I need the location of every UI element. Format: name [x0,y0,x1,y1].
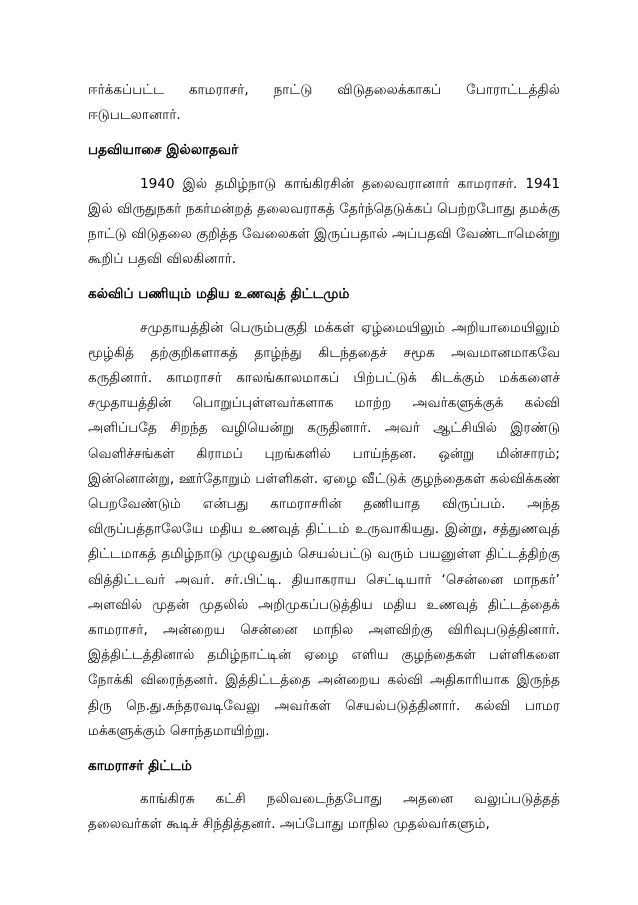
section-kamaraj-plan [88,754,560,838]
section-heading: காமராசர் திட்டம் [88,758,192,775]
section-heading: கல்விப் பணியும் மதிய உணவுத் திட்டமும் [88,286,350,303]
section-no-desire-for-office [88,138,560,272]
section-heading: பதவியாசை இல்லாதவர் [88,142,239,159]
intro-paragraph: ஈர்க்கப்பட்ட காமராசர், நாட்டு விடுதலைக்காகப் போராட்டத்தில் ஈடுபடலானார். [88,82,560,124]
section-paragraph: சமுதாயத்தின் பெரும்பகுதி மக்கள் ஏழ்மையிலும் அறியாமையிலும் மூழ்கித் தற்குறிகளாகத் தாழ்ந்து கிடந்ததைச் சமூக அவமானமாகவே கருதினார். காமராசர் காலங்காலமாகப் பிற்பட்டுக் கிடக்கும் மக்களைச் சமுதாயத்தின் பொறுப்புள்ளவர்களாக மாற்ற அவர்களுக்குக் கல்வி அளிப்பதே சிறந்த வழியென்று கருதினார். அவர் ஆட்சியில் இரண்டு வெளிச்சங்கள் கிராமப் புறங்களில் பாய்ந்தன. ஒன்று மின்சாரம்; இன்னொன்று, ஊர்தோறும் பள்ளிகள். ஏழை வீட்டுக் குழந்தைகள் கல்விக்கண் பெறவேண்டும் என்பது காமராசரின் தணியாத விருப்பம். அந்த விருப்பத்தாலேயே மதிய உணவுத் திட்டம் உருவாகியது. இன்று, சத்துணவுத் திட்டமாகத் தமிழ்நாடு முழுவதும் செயல்பட்டு வரும் பயனுள்ள திட்டத்திற்கு வித்திட்டவர் அவர். சர்.பிட்டி. தியாகராய செட்டியார் ‘சென்னை மாநகர்’ அளவில் முதன் முதலில் அறிமுகப்படுத்திய மதிய உணவுத் திட்டத்தைக் காமராசர், அன்றைய சென்னை மாநில அளவிற்கு விரிவுபடுத்தினார். இத்திட்டத்தினால் தமிழ்நாட்டின் ஏழை எளிய குழந்தைகள் பள்ளிகளை நோக்கி விரைந்தனர். இத்திட்டத்தை அன்றைய கல்வி அதிகாரியாக இருந்த திரு நெ.து.சுந்தரவடிவேலு அவர்கள் செயல்படுத்தினார். கல்வி பாமர மக்களுக்கும் சொந்தமாயிற்று. [88,319,560,739]
section-paragraph: 1940 இல் தமிழ்நாடு காங்கிரசின் தலைவரானார் காமராசர். 1941 இல் விருதுநகர் நகர்மன்றத் தலைவராகத் தேர்ந்தெடுக்கப் பெற்றபோது தமக்கு நாட்டு விடுதலை குறித்த வேலைகள் இருப்பதால் அப்பதவி வேண்டாமென்று கூறிப் பதவி விலகினார். [88,175,560,268]
section-paragraph: காங்கிரசு கட்சி நலிவடைந்தபோது அதனை வலுப்படுத்தத் தலைவர்கள் கூடிச் சிந்தித்தனர். அப்போது மாநில முதல்வர்களும், [88,791,560,833]
section-education-midday-meal [88,282,560,744]
